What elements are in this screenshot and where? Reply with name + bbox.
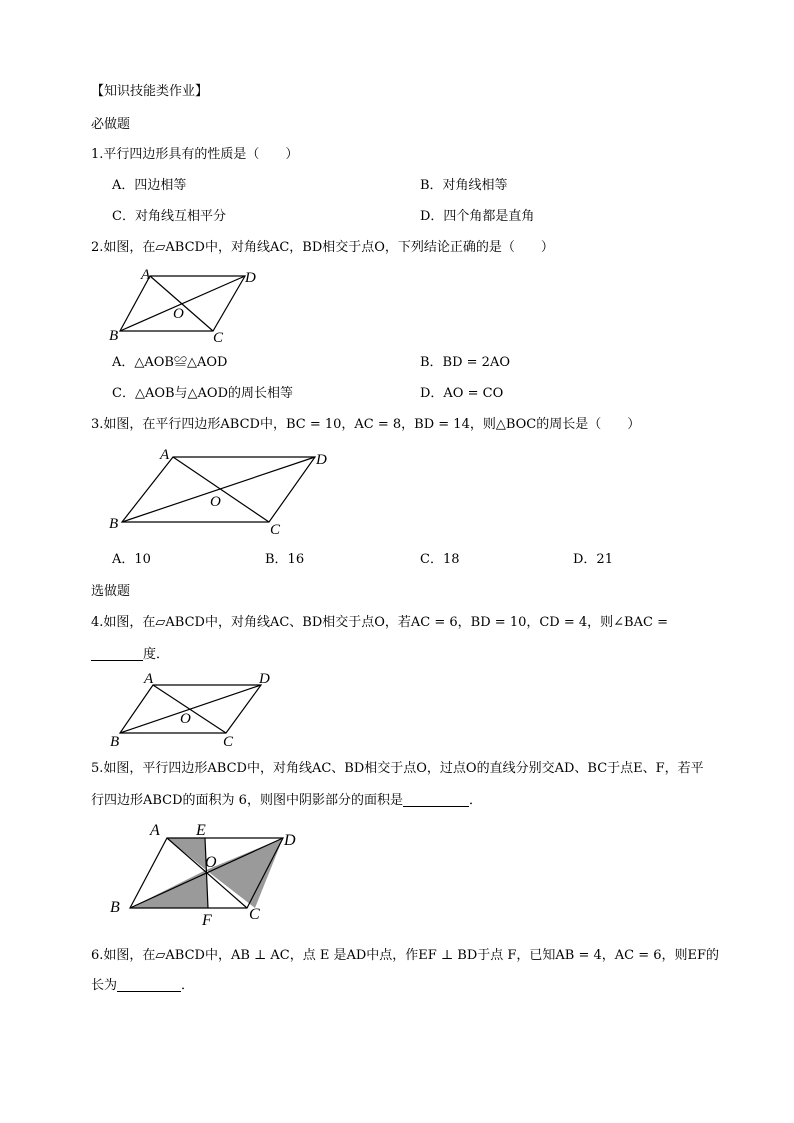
q6-line2	[91, 977, 194, 995]
q2-label-d: D	[245, 270, 256, 286]
q1-option-b[interactable]: B．对角线相等	[420, 178, 508, 193]
q3-label-b: B	[109, 516, 119, 532]
q5-line2	[91, 792, 482, 810]
q4-label-d: D	[259, 671, 270, 687]
q5-line2-end: ．	[468, 793, 482, 808]
q1-option-a[interactable]: A．四边相等	[112, 178, 187, 193]
q4-tail: 度．	[143, 647, 170, 662]
q6-line2-end: ．	[181, 978, 195, 993]
q4-label-o: O	[180, 711, 191, 727]
q2-parallelogram-figure	[100, 262, 280, 347]
q4-answer-blank[interactable]	[91, 646, 143, 661]
q3-stem: 3.如图，在平行四边形ABCD中，BC = 10，AC = 8，BD = 14，则△BOC的周长是（ ）	[91, 417, 641, 432]
q2-stem: 2.如图，在▱ABCD中，对角线AC，BD相交于点O，下列结论正确的是（ ）	[91, 240, 554, 255]
q5-line2-text: 行四边形ABCD的面积为 6，则图中阴影部分的面积是	[91, 793, 403, 808]
worksheet-header: 【知识技能类作业】	[91, 84, 209, 99]
q5-label-b: B	[110, 899, 120, 916]
q3-label-d: D	[316, 452, 327, 468]
q5-shaded-region-odc	[206, 838, 283, 908]
q5-shaded-parallelogram-figure	[100, 815, 320, 929]
q5-answer-blank[interactable]	[403, 792, 469, 807]
q2-label-c: C	[213, 330, 224, 346]
q6-answer-blank[interactable]	[117, 977, 181, 992]
q2-label-b: B	[109, 328, 119, 344]
q1-stem: 1.平行四边形具有的性质是（ ）	[91, 147, 299, 162]
section-optional-heading: 选做题	[91, 584, 131, 599]
q2-option-c[interactable]: C．△AOB与△AOD的周长相等	[112, 386, 294, 401]
q3-label-c: C	[270, 522, 281, 538]
q2-option-a[interactable]: A．△AOB≌△AOD	[112, 355, 228, 370]
q2-label-o: O	[173, 306, 184, 322]
q6-line2-text: 长为	[91, 978, 118, 993]
q2-option-d[interactable]: D．AO = CO	[420, 386, 504, 401]
q4-parallelogram-figure	[100, 668, 280, 748]
q3-option-c[interactable]: C．18	[420, 552, 460, 567]
q4-label-b: B	[110, 734, 120, 750]
q3-option-a[interactable]: A．10	[112, 552, 151, 567]
q5-label-c: C	[249, 906, 260, 923]
q4-stem: 4.如图，在▱ABCD中，对角线AC、BD相交于点O，若AC = 6，BD = 10，CD = 4，则∠BAC =	[91, 615, 668, 630]
q6-line1: 6.如图，在▱ABCD中，AB ⊥ AC，点 E 是AD中点，作EF ⊥ BD于点 F，已知AB = 4，AC = 6，则EF的	[91, 948, 720, 963]
q1-option-c[interactable]: C．对角线互相平分	[112, 209, 226, 224]
q4-answer-line	[91, 646, 169, 664]
q5-label-d: D	[284, 832, 296, 849]
q5-label-e: E	[196, 822, 206, 839]
q4-label-a: A	[144, 671, 154, 687]
q2-label-a: A	[141, 267, 151, 283]
q1-option-d[interactable]: D．四个角都是直角	[420, 209, 535, 224]
q5-line1: 5.如图，平行四边形ABCD中，对角线AC、BD相交于点O，过点O的直线分别交AD、BC于点E、F，若平	[91, 761, 704, 776]
q5-label-f: F	[202, 912, 212, 929]
q5-label-a: A	[150, 822, 160, 839]
section-required-heading: 必做题	[91, 117, 131, 132]
q3-label-o: O	[210, 494, 221, 510]
q3-parallelogram-figure	[100, 440, 350, 540]
q3-option-b[interactable]: B．16	[265, 552, 305, 567]
q5-label-o: O	[205, 854, 217, 871]
q3-label-a: A	[160, 447, 170, 463]
q2-option-b[interactable]: B．BD = 2AO	[420, 355, 511, 370]
q3-option-d[interactable]: D．21	[573, 552, 613, 567]
q4-label-c: C	[223, 734, 234, 750]
